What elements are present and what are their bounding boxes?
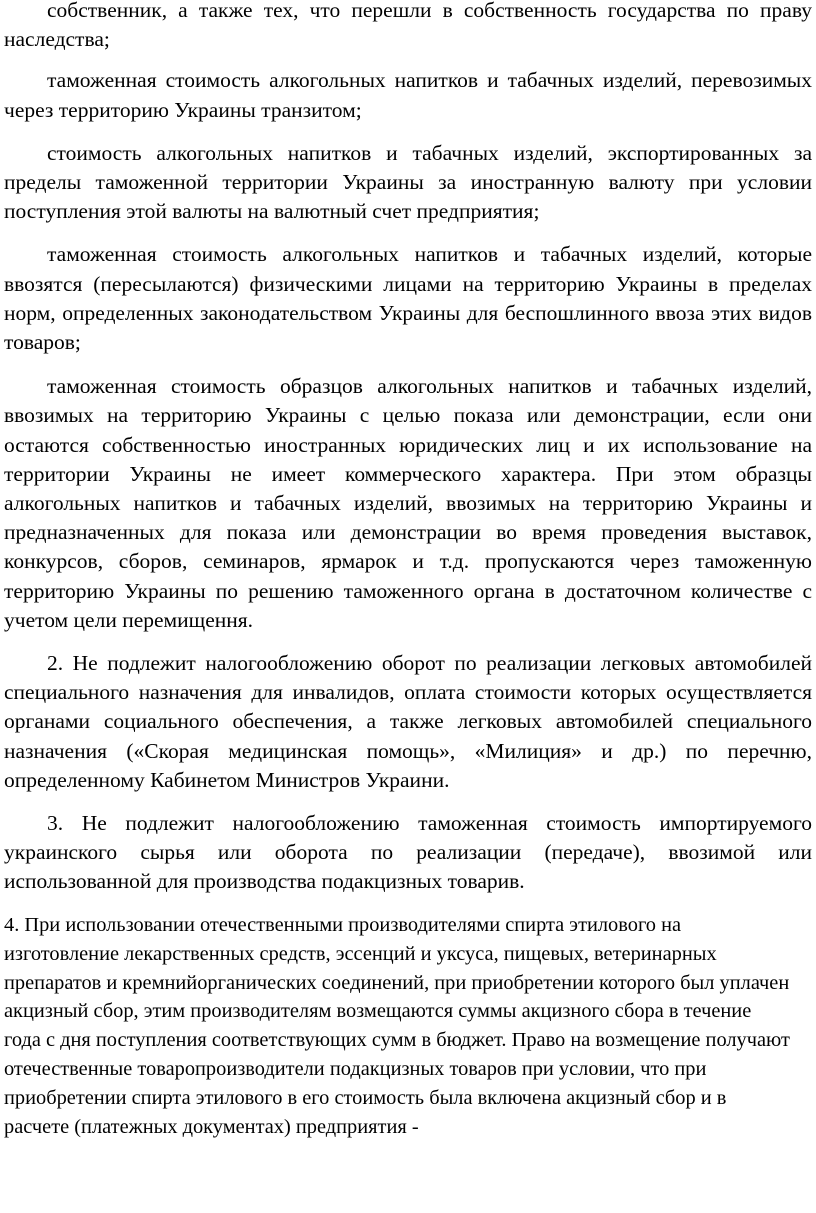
paragraph-transit-customs-value: таможенная стоимость алкогольных напитков и табачных изделий, перевозимых через территорию Украины транзитом;	[4, 68, 812, 122]
paragraph-item-3-raw-materials: 3. Не подлежит налогообложению таможенная стоимость импортируемого украинского сырья или оборота по реализации (передаче), ввозимой или использованной для производства подакцизных товарив.	[4, 811, 812, 894]
paragraph-item-2-special-vehicles: 2. Не подлежит налогообложению оборот по реализации легковых автомобилей специального назначения для инвалидов, оплата стоимости которых осуществляется органами социального обеспечения, а также легковых автомобилей специального назначения («Скорая медицинская помощь», «Милиция» и др.) по перечню, определенному Кабинетом Министров Украини.	[4, 651, 812, 792]
paragraph-personal-import: таможенная стоимость алкогольных напитков и табачных изделий, которые ввозятся (пересылаются) физическими лицами на территорию Украины в пределах норм, определенных законодательством Украины для беспошлинного ввоза этих видов товаров;	[4, 242, 812, 355]
paragraph-item-4-ethyl-alcohol: 4. При использовании отечественными производителями спирта этилового на изготовление лекарственных средств, эссенций и уксуса, пищевых, ветеринарных препаратов и кремнийорганических соединений, при приобретении которого был уплачен акцизный сбор, этим производителям возмещаются суммы акцизного сбора в течение года с дня поступления соответствующих сумм в бюджет. Право на возмещение получают отечественные товаропроизводители подакцизных товаров при условии, что при приобретении спирта этилового в его стоимость была включена акцизный сбор и в расчете (платежных документах) предприятия -	[4, 913, 790, 1139]
paragraph-inheritance-property: собственник, а также тех, что перешли в собственность государства по праву наследства;	[4, 0, 812, 52]
paragraph-samples-import: таможенная стоимость образцов алкогольных напитков и табачных изделий, ввозимых на территорию Украины с целью показа или демонстрации, если они остаются собственностью иностранных юридических лиц и их использование на территории Украины не имеет коммерческого характера. При этом образцы алкогольных напитков и табачных изделий, ввозимых на территорию Украины и предназначенных для показа или демонстрации во время проведения выставок, конкурсов, сборов, семинаров, ярмарок и т.д. пропускаются через таможенную территорию Украины по решению таможенного органа в достаточном количестве с учетом цели перемищення.	[4, 374, 812, 632]
paragraph-export-value: стоимость алкогольных напитков и табачных изделий, экспортированных за пределы таможенной территории Украины за иностранную валюту при условии поступления этой валюты на валютный счет предприятия;	[4, 140, 812, 224]
